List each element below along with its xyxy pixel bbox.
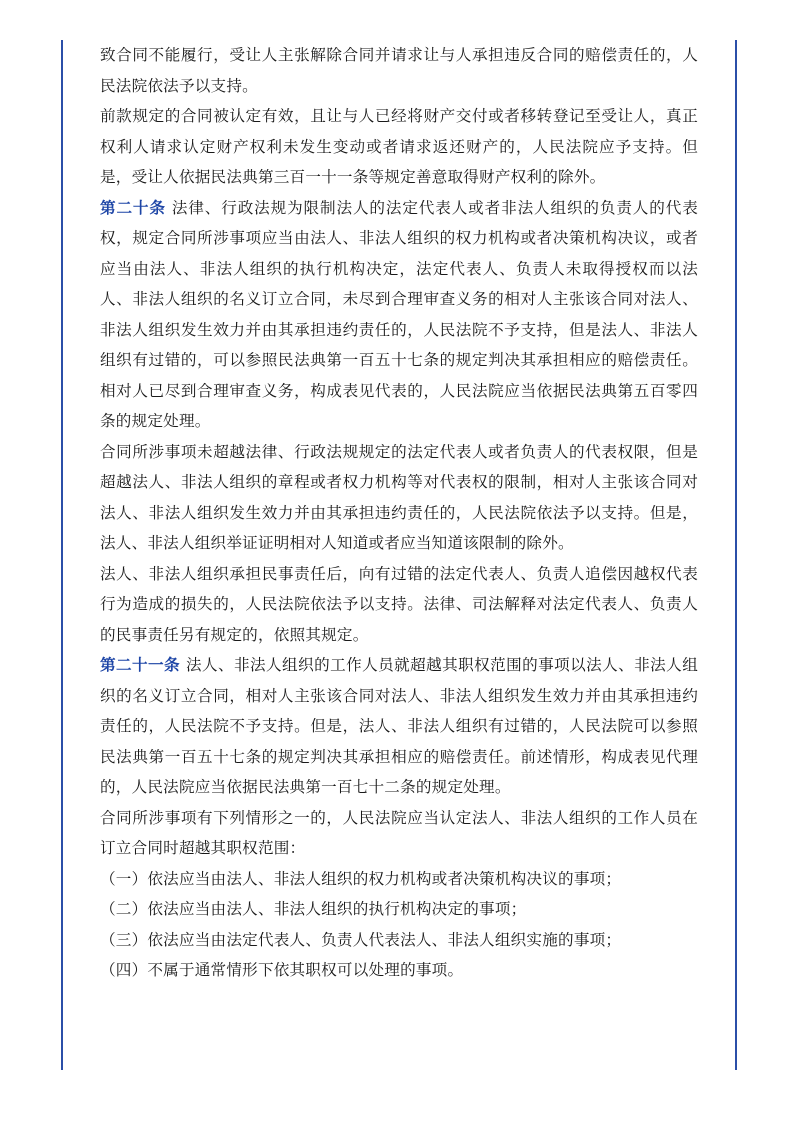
list-item: （四）不属于通常情形下依其职权可以处理的事项。: [100, 961, 464, 979]
paragraph: 合同所涉事项有下列情形之一的，人民法院应当认定法人、非法人组织的工作人员在订立合同时超越其职权范围：: [100, 808, 698, 857]
list-item: （二）依法应当由法人、非法人组织的执行机构决定的事项；: [100, 900, 527, 918]
paragraph-article-21: 第二十一条 法人、非法人组织的工作人员就超越其职权范围的事项以法人、非法人组织的名义订立合同，相对人主张该合同对法人、非法人组织发生效力并由其承担违约责任的，人民法院不予支持。但是，法人、非法人组织有过错的，人民法院可以参照民法典第一百五十七条的规定判决其承担相应的赔偿责任。前述情形，构成表见代理的，人民法院应当依据民法典第一百七十二条的规定处理。: [100, 656, 698, 796]
left-margin-rule: [61, 40, 63, 1070]
paragraph: 法人、非法人组织承担民事责任后，向有过错的法定代表人、负责人追偿因越权代表行为造成的损失的，人民法院依法予以支持。法律、司法解释对法定代表人、负责人的民事责任另有规定的，依照其规定。: [100, 564, 698, 644]
article-heading: 第二十一条: [100, 656, 181, 674]
list-item: （三）依法应当由法定代表人、负责人代表法人、非法人组织实施的事项；: [100, 930, 622, 949]
right-margin-rule: [735, 40, 737, 1070]
paragraph: 合同所涉事项未超越法律、行政法规规定的法定代表人或者负责人的代表权限，但是超越法人、非法人组织的章程或者权力机构等对代表权的限制，相对人主张该合同对法人、非法人组织发生效力并由其承担违约责任的，人民法院依法予以支持。但是，法人、非法人组织举证证明相对人知道或者应当知道该限制的除外。: [100, 442, 698, 552]
document-body: [100, 40, 698, 986]
article-heading: 第二十条: [100, 198, 166, 217]
paragraph: 致合同不能履行，受让人主张解除合同并请求让与人承担违反合同的赔偿责任的，人民法院依法予以支持。: [100, 46, 698, 95]
paragraph: 前款规定的合同被认定有效，且让与人已经将财产交付或者移转登记至受让人，真正权利人请求认定财产权利未发生变动或者请求返还财产的，人民法院应予支持。但是，受让人依据民法典第三百一十一条等规定善意取得财产权利的除外。: [100, 107, 698, 186]
list-item: （一）依法应当由法人、非法人组织的权力机构或者决策机构决议的事项；: [100, 869, 622, 888]
paragraph-article-20: 第二十条 法律、行政法规为限制法人的法定代表人或者非法人组织的负责人的代表权，规定合同所涉事项应当由法人、非法人组织的权力机构或者决策机构决议，或者应当由法人、非法人组织的执行机构决定，法定代表人、负责人未取得授权而以法人、非法人组织的名义订立合同，未尽到合理审查义务的相对人主张该合同对法人、非法人组织发生效力并由其承担违约责任的，人民法院不予支持，但是法人、非法人组织有过错的，可以参照民法典第一百五十七条的规定判决其承担相应的赔偿责任。相对人已尽到合理审查义务，构成表见代表的，人民法院应当依据民法典第五百零四条的规定处理。: [100, 198, 698, 430]
